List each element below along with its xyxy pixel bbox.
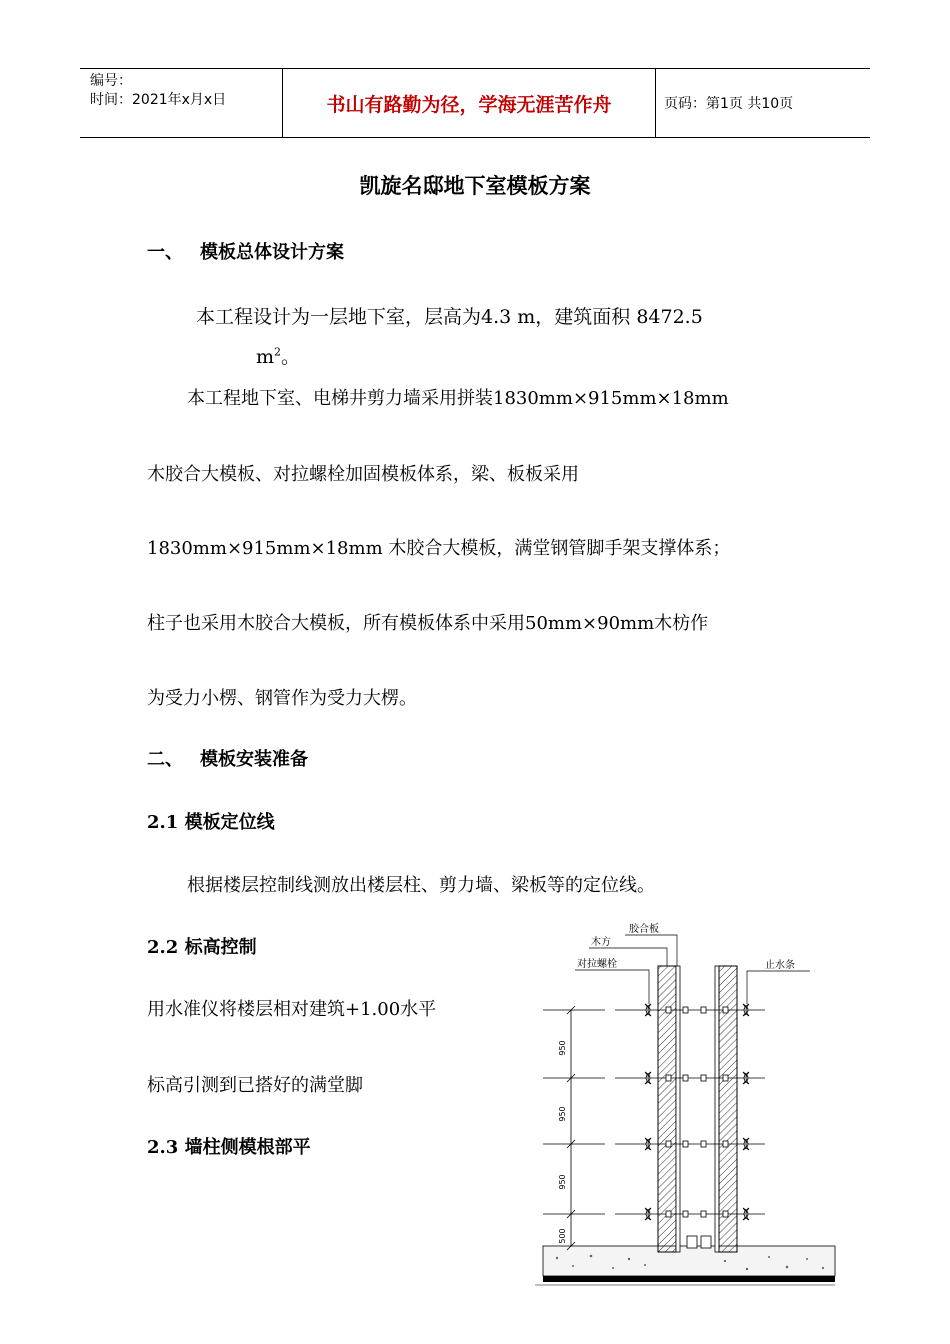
section-2-number: 二、 bbox=[147, 749, 183, 770]
dim-500: 500 bbox=[558, 1228, 567, 1244]
paragraph-2-line-1: 本工程地下室、电梯井剪力墙采用拼装1830mm×915mm×18mm bbox=[187, 388, 729, 409]
paragraph-2-line-5: 为受力小楞、钢管作为受力大楞。 bbox=[147, 688, 417, 709]
paragraph-2-line-4: 柱子也采用木胶合大模板，所有模板体系中采用50mm×90mm木枋作 bbox=[147, 613, 709, 634]
subsection-2-2: 2.2 标高控制 bbox=[147, 937, 257, 958]
floor-slab bbox=[543, 1246, 835, 1276]
dim-950-1: 950 bbox=[558, 1040, 567, 1056]
waterstop-right bbox=[701, 1236, 711, 1248]
subsection-2-2-line-2: 标高引测到已搭好的满堂脚 bbox=[147, 1075, 363, 1096]
paragraph-1-line-2 bbox=[256, 342, 300, 369]
period: 。 bbox=[281, 346, 301, 368]
page-header bbox=[80, 68, 870, 138]
header-meta bbox=[80, 69, 282, 137]
subsection-2-1: 2.1 模板定位线 bbox=[147, 812, 275, 833]
document-title: 凯旋名邸地下室模板方案 bbox=[359, 173, 591, 198]
waterstop-left bbox=[687, 1236, 697, 1248]
label-plywood: 胶合板 bbox=[629, 924, 659, 935]
dimension-line bbox=[567, 1006, 575, 1250]
section-2-title: 模板安装准备 bbox=[200, 749, 308, 770]
paragraph-1-line-1: 本工程设计为一层地下室，层高为4.3 m，建筑面积 8472.5 bbox=[196, 306, 703, 328]
section-1-title: 模板总体设计方案 bbox=[200, 242, 344, 263]
floor-slab-bottom-line bbox=[543, 1276, 835, 1282]
subsection-2-3: 2.3 墙柱侧模根部平 bbox=[147, 1137, 311, 1158]
header-motto: 书山有路勤为径，学海无涯苦作舟 bbox=[282, 69, 656, 137]
label-waterstop: 止水条 bbox=[765, 960, 795, 971]
time-label: 时间：2021年x月x日 bbox=[90, 92, 227, 108]
left-plywood-panel bbox=[676, 966, 680, 1252]
unit-m: m bbox=[256, 346, 275, 368]
subsection-2-2-line-1: 用水准仪将楼层相对建筑+1.00水平 bbox=[147, 999, 437, 1020]
formwork-section-diagram bbox=[525, 918, 870, 1293]
label-tie-bolt: 对拉螺栓 bbox=[577, 959, 617, 970]
label-timber: 木方 bbox=[591, 937, 611, 948]
dim-950-2: 950 bbox=[558, 1106, 567, 1122]
paragraph-2-line-2: 木胶合大模板、对拉螺栓加固模板体系，梁、板板采用 bbox=[147, 464, 579, 485]
subsection-2-1-text: 根据楼层控制线测放出楼层柱、剪力墙、梁板等的定位线。 bbox=[187, 875, 655, 896]
dim-950-3: 950 bbox=[558, 1174, 567, 1190]
unit-superscript: 2 bbox=[274, 345, 282, 359]
page-info: 页码：第1页 共10页 bbox=[664, 96, 794, 112]
right-plywood-panel bbox=[715, 966, 719, 1252]
paragraph-2-line-3: 1830mm×915mm×18mm 木胶合大模板，满堂钢管脚手架支撑体系； bbox=[147, 538, 731, 559]
section-1-number: 一、 bbox=[147, 242, 183, 263]
number-label: 编号： bbox=[90, 73, 132, 89]
